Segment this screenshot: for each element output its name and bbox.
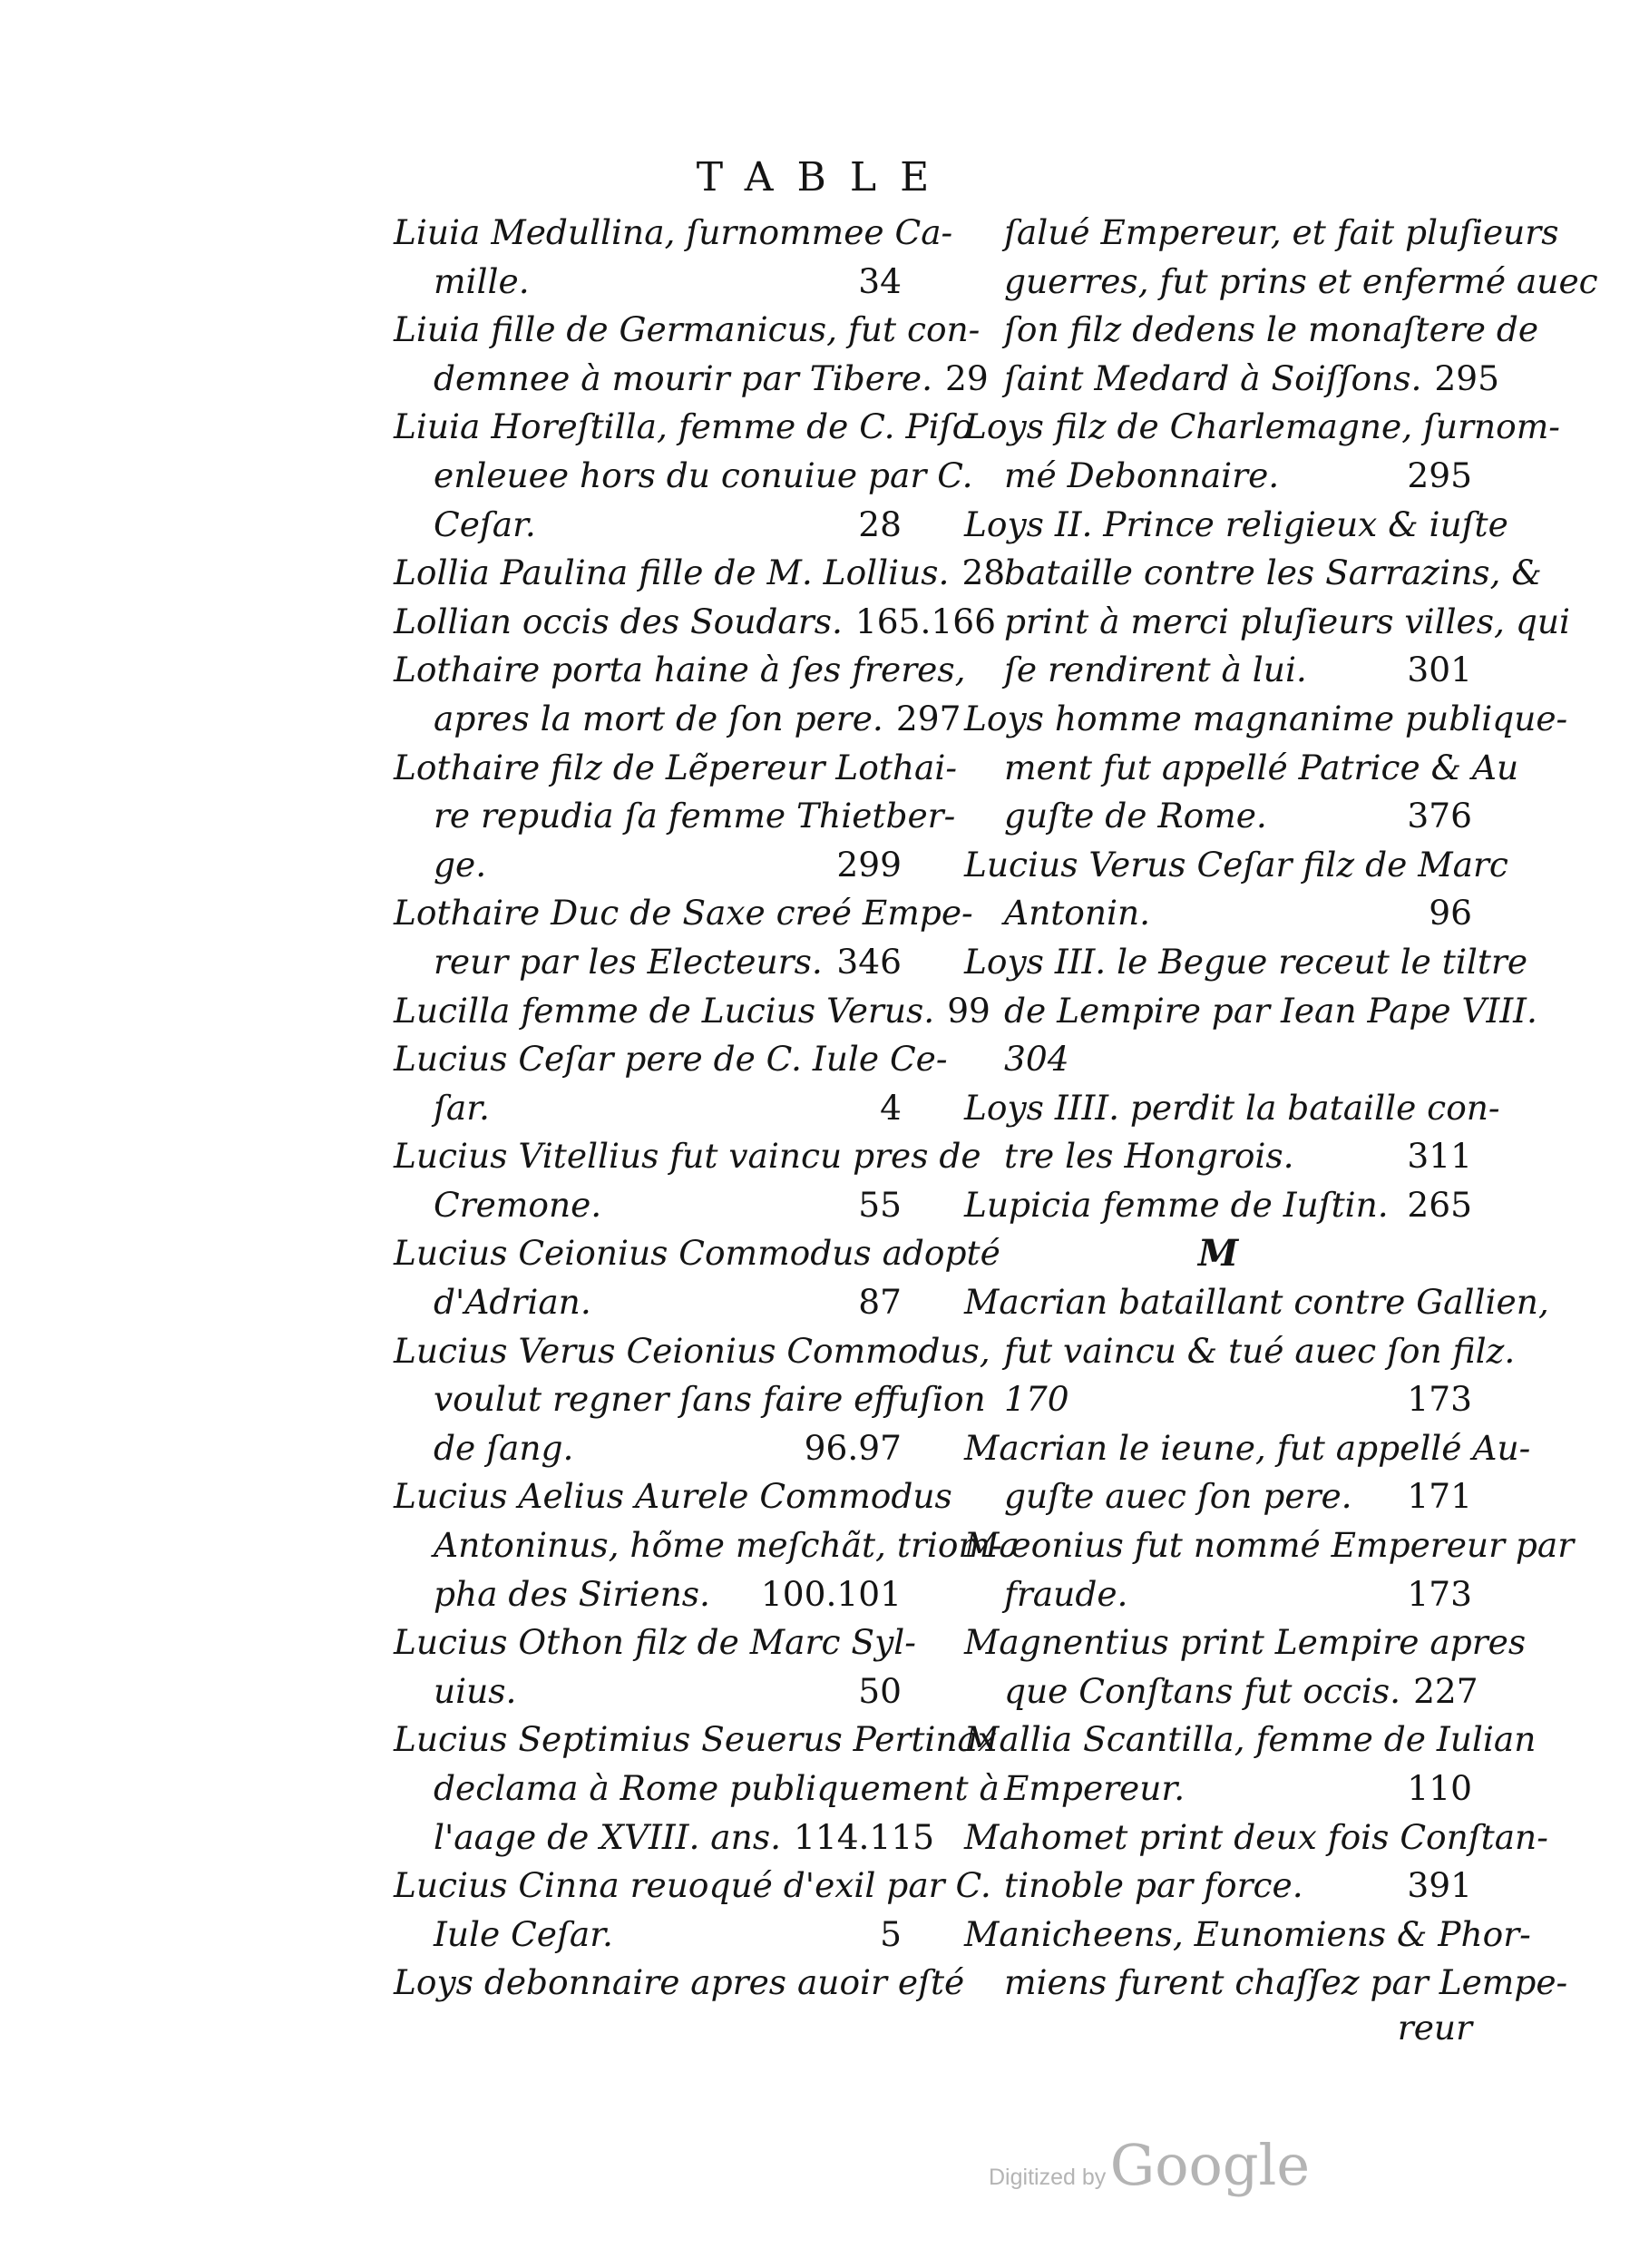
index-entry [964,841,1508,938]
entry-line [394,889,973,938]
entry-line [394,792,956,841]
page-number: 114.115 [793,1816,935,1857]
entry-text: apres la mort de ſon pere. [434,698,883,738]
entry-line [964,1618,1527,1667]
entry-text: bataille contre les Sarrazins, & [1004,552,1542,593]
entry-line [394,1570,902,1619]
digitized-by-text: Digitized by [989,2165,1107,2190]
entry-line [964,306,1539,355]
entry-text: guſte auec ſon pere. [1004,1476,1352,1517]
entry-line [964,1327,1516,1376]
entry-text: enleuee hors du conuiue par C. [434,455,973,495]
page-number: 5 [880,1913,902,1954]
entry-line [394,501,902,550]
page-number: 50 [858,1670,902,1711]
entry-text: Loys IIII. perdit la bataille con- [964,1087,1500,1128]
entry-line [964,1813,1548,1862]
entry-line [964,646,1472,695]
entry-line [964,1716,1537,1765]
page-number: 265 [1407,1184,1472,1225]
entry-text: 304 [1004,1039,1069,1080]
page-number: 301 [1407,650,1472,690]
entry-line [394,1716,998,1765]
page-number: 4 [880,1087,902,1128]
index-entry [964,1911,1568,2008]
entry-text: ſar. [434,1087,490,1128]
page-number: 391 [1407,1865,1472,1906]
entry-text: demnee à mourir par Tibere. [434,357,932,398]
index-entry [964,1618,1527,1716]
entry-line [394,1229,1000,1278]
entry-line [964,1959,1568,2008]
entry-line [964,1862,1472,1911]
entry-text: ment fut appellé Patrice & Au [1004,747,1519,787]
entry-line [394,695,961,744]
entry-text: miens furent chaſſez par Lempe- [1004,1962,1568,2003]
entry-line [394,938,902,987]
entry-text: que Conſtans fut occis. [1004,1670,1401,1711]
entry-text: Lothaire Duc de Saxe creé Empe- [394,893,973,934]
entry-line [394,1667,902,1716]
entry-line [964,1570,1472,1619]
catchword: reur [1397,2007,1472,2048]
entry-text: Magnentius print Lempire apres [964,1622,1527,1663]
entry-text: Lucius Vitellius fut vaincu pres de [394,1136,981,1177]
entry-line [964,987,1537,1036]
entry-text: Loys III. le Begue receut le tiltre [964,941,1528,982]
section-letter: M [1197,1232,1239,1276]
entry-line [394,1618,916,1667]
entry-text: de ſang. [434,1427,574,1468]
entry-text: Loys II. Prince religieux & iuſte [964,503,1508,544]
index-entry [394,209,953,306]
entry-line [964,598,1570,647]
entry-text: Liuia Medullina, ſurnommee Ca- [394,212,953,252]
entry-text: Lollian occis des Soudars. [394,601,843,641]
page-number: 171 [1407,1476,1472,1517]
entry-line [394,1911,902,1960]
entry-text: tre les Hongrois. [1004,1136,1294,1177]
entry-text: tinoble par force. [1004,1865,1303,1906]
entry-line [964,501,1508,550]
entry-text: Lothaire filz de Lẽpereur Lothai- [394,747,958,787]
entry-text: Antonin. [1004,893,1151,934]
entry-text: mille. [434,260,530,301]
index-entry [964,695,1568,841]
entry-line [394,355,989,404]
entry-line [394,1813,935,1862]
page-number: 299 [836,844,902,885]
index-entry [964,1424,1531,1521]
entry-line [394,209,953,258]
page-number: 87 [858,1282,902,1323]
entry-line [394,1424,902,1473]
entry-line [394,1862,991,1911]
entry-text: Lucius Verus Ceſar filz de Marc [964,844,1508,885]
entry-text: Mallia Scantilla, femme de Iulian [964,1719,1537,1760]
page-number: 96.97 [804,1427,902,1468]
entry-text: 170 [1004,1379,1069,1420]
page-number: 110 [1407,1768,1472,1808]
entry-line [394,1084,902,1133]
entry-text: ſe rendirent à lui. [1004,650,1307,690]
entry-text: voulut regner ſans faire effuſion [434,1379,986,1420]
entry-line [394,1521,1002,1570]
entry-line [394,1278,902,1327]
index-entry [394,598,996,647]
entry-line [394,1765,1000,1813]
page-number: 165.166 [854,601,996,641]
entry-text: Empereur. [1004,1768,1186,1808]
entry-line [964,938,1528,987]
entry-text: Cremone. [434,1184,602,1225]
entry-line [964,209,1559,258]
page-number: 297 [895,698,961,738]
entry-text: uius. [434,1670,517,1711]
entry-line [964,355,1499,404]
entry-line [394,1472,952,1521]
entry-text: Iule Ceſar. [434,1913,613,1954]
entry-text: Lollia Paulina fille de M. Lollius. [394,552,950,593]
entry-text: Macrian bataillant contre Gallien, [964,1282,1549,1323]
entry-line [964,549,1542,598]
entry-text: Loys filz de Charlemagne, ſurnom- [964,406,1560,447]
index-entry [394,1132,981,1229]
index-entry [394,1716,1000,1862]
entry-line [964,403,1560,452]
entry-line [964,1911,1531,1960]
entry-line [964,841,1508,890]
google-logo-text: Google [1109,2132,1311,2198]
index-column-right [964,209,1598,2048]
entry-text: print à merci pluſieurs villes, qui [1004,601,1570,641]
page-number: 173 [1407,1379,1472,1420]
index-entry [394,306,989,403]
index-entry [964,209,1598,403]
entry-line [964,792,1472,841]
entry-line [394,452,973,501]
entry-line [964,1667,1478,1716]
page-number: 55 [858,1184,902,1225]
entry-line [964,1765,1472,1813]
index-entry [394,1472,1002,1618]
digitized-watermark [989,2132,1310,2198]
page-header: TABLE [696,154,953,200]
page-number: 376 [1407,796,1472,836]
entry-text: reur par les Electeurs. [434,941,823,982]
entry-line [394,744,958,793]
page-number: 28 [858,503,902,544]
entry-text: Lothaire porta haine à ſes freres, [394,650,966,690]
entry-text: declama à Rome publiquement à [434,1768,1000,1808]
entry-text: Liuia Horeſtilla, femme de C. Piſo [394,406,973,447]
entry-text: Liuia fille de Germanicus, fut con- [394,309,981,350]
index-entry [964,1084,1500,1181]
index-entry [394,1035,948,1132]
entry-text: Lucius Ceionius Commodus adopté [394,1233,1000,1274]
page-number: 99 [947,990,990,1031]
entry-line [394,598,996,647]
index-entry [394,403,973,549]
index-entry [394,987,990,1036]
page-number: 346 [836,941,902,982]
entry-line [964,1521,1575,1570]
entry-line [964,695,1568,744]
entry-line [394,549,1006,598]
entry-text: fraude. [1004,1573,1128,1614]
entry-line [964,1084,1500,1133]
page-number: 29 [945,357,989,398]
entry-line [394,306,981,355]
entry-text: Mahomet print deux fois Conſtan- [964,1816,1548,1857]
entry-line [964,1375,1472,1424]
entry-text: fut vaincu & tué auec ſon filz. [1004,1330,1516,1371]
entry-text: re repudia ſa femme Thietber- [434,796,956,836]
entry-text: ſon filz dedens le monaſtere de [1004,309,1539,350]
page-number: 173 [1407,1573,1472,1614]
entry-line [964,1181,1472,1230]
entry-line [964,452,1472,501]
index-entry [394,744,958,890]
entry-text: Macrian le ieune, fut appellé Au- [964,1427,1531,1468]
entry-line [394,403,973,452]
entry-line [394,1959,965,2008]
entry-text: Lucius Septimius Seuerus Pertinax [394,1719,998,1760]
index-entry [964,501,1570,695]
entry-line [964,1472,1472,1521]
entry-line [394,646,966,695]
index-entry [964,1181,1472,1230]
index-entry [964,938,1537,1084]
entry-text: Loys homme magnanime publique- [964,698,1568,738]
page-number: 100.101 [760,1573,902,1614]
index-entry [964,1813,1548,1911]
entry-text: guſte de Rome. [1004,796,1267,836]
entry-line [394,1375,986,1424]
entry-text: Loys debonnaire apres auoir eſté [394,1962,965,2003]
entry-text: Lucilla femme de Lucius Verus. [394,990,935,1031]
entry-line [394,1132,981,1181]
entry-text: Lupicia femme de Iuſtin. [964,1184,1389,1225]
entry-text: Ceſar. [434,503,536,544]
entry-text: de Lempire par Iean Pape VIII. [1004,990,1537,1031]
index-entry [964,1716,1537,1813]
index-entry [394,1229,1000,1326]
index-entry [964,1278,1549,1424]
entry-line [394,258,902,307]
index-entry [394,1862,991,1959]
entry-text: Lucius Othon filz de Marc Syl- [394,1622,916,1663]
index-column-left [394,209,1006,2008]
index-entry [964,1521,1575,1618]
index-entry [394,549,1006,598]
index-entry [394,1959,965,2008]
page-number: 28 [961,552,1006,593]
index-entry [394,889,973,986]
entry-line [394,841,902,890]
entry-text: guerres, fut prins et enfermé auec [1004,260,1598,301]
entry-line [964,889,1472,938]
page-number: 311 [1407,1136,1472,1177]
page-number: 227 [1413,1670,1478,1711]
entry-line [394,1327,990,1376]
entry-text: Lucius Ceſar pere de C. Iule Ce- [394,1039,948,1080]
entry-line [394,1035,948,1084]
entry-text: Lucius Aelius Aurele Commodus [394,1476,952,1517]
index-entry [394,1327,990,1473]
page-number: 295 [1434,357,1499,398]
index-entry [394,646,966,743]
entry-text: pha des Siriens. [434,1573,710,1614]
entry-line [964,1132,1472,1181]
entry-text: Antoninus, hõme meſchãt, triom- [434,1525,1002,1566]
entry-text: Manicheens, Eunomiens & Phor- [964,1913,1531,1954]
entry-line [964,744,1519,793]
page-number: 34 [858,260,902,301]
entry-line [964,1424,1531,1473]
page-number: 295 [1407,455,1472,495]
entry-line [394,1181,902,1230]
page-number: 96 [1429,893,1472,934]
index-entry [964,403,1560,500]
entry-text: ſalué Empereur, et fait pluſieurs [1004,212,1559,252]
entry-line [964,258,1598,307]
entry-line [394,987,990,1036]
entry-text: Lucius Verus Ceionius Commodus, [394,1330,990,1371]
entry-text: Lucius Cinna reuoqué d'exil par C. [394,1865,991,1906]
entry-text: ge. [434,844,487,885]
entry-line [964,1035,1472,1084]
entry-text: ſaint Medard à Soiſſons. [1004,357,1422,398]
index-entry [394,1618,916,1716]
entry-text: Mæonius fut nommé Empereur par [964,1525,1575,1566]
entry-line [964,1278,1549,1327]
entry-text: l'aage de XVIII. ans. [434,1816,781,1857]
entry-text: d'Adrian. [434,1282,591,1323]
entry-text: mé Debonnaire. [1004,455,1280,495]
